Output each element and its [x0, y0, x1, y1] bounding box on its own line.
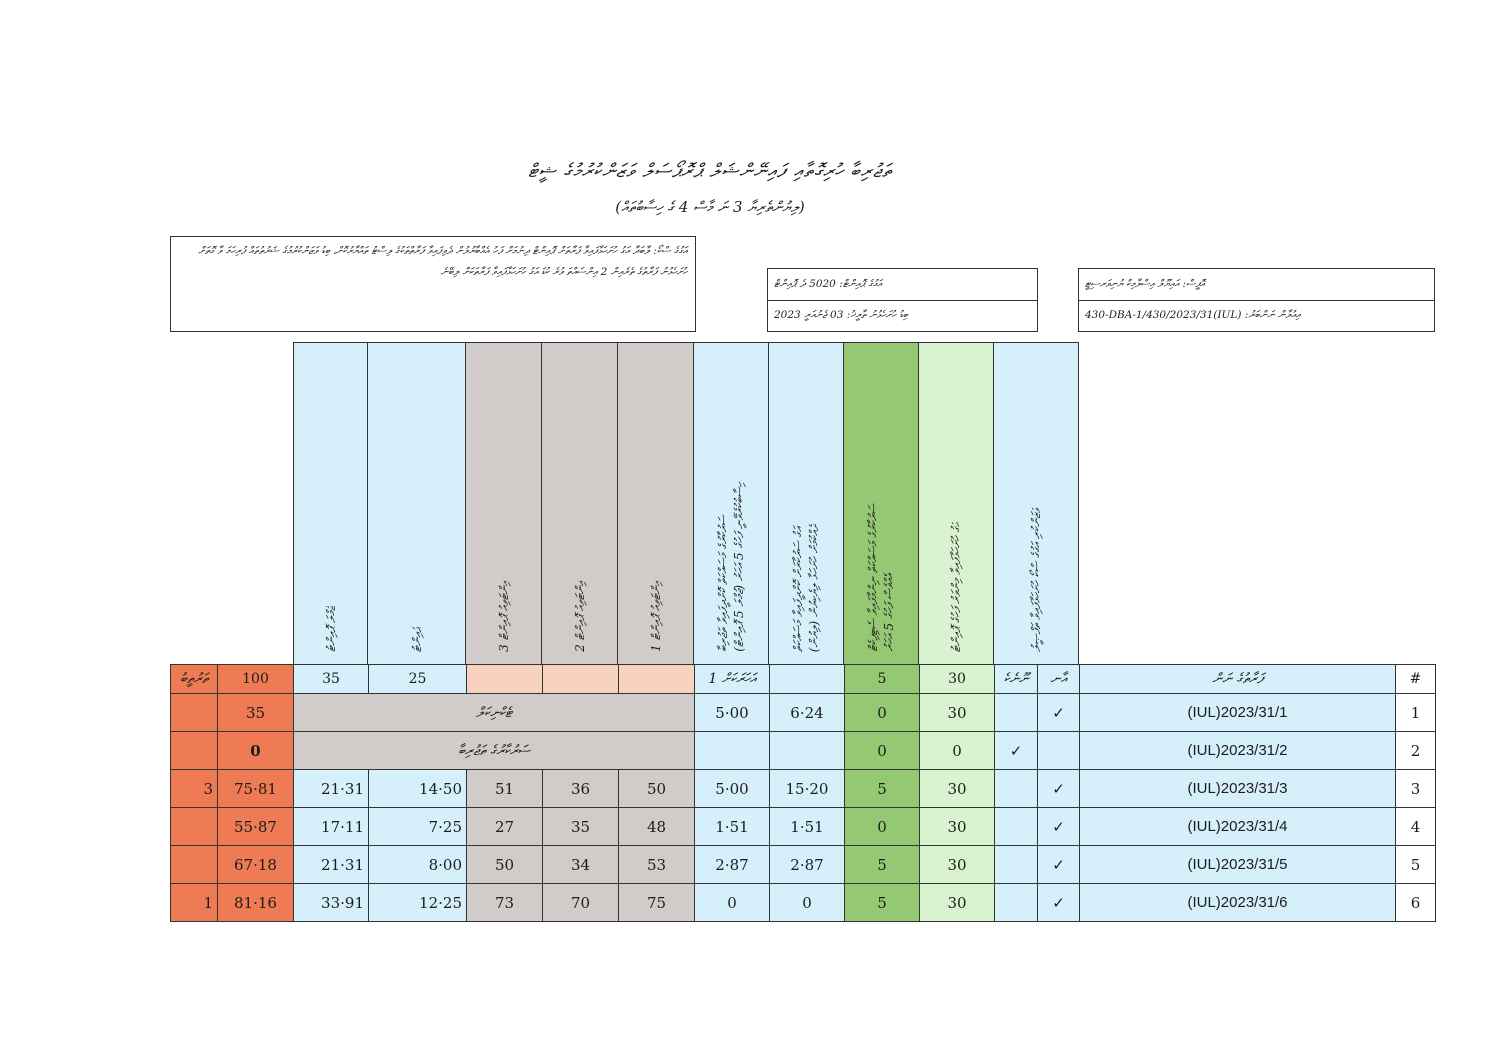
cell-c25: 8·00 [369, 846, 467, 884]
cell-exp: 0 [695, 884, 770, 922]
subheader-bidder: ފަރާތުގެ ނަން [1080, 665, 1396, 694]
header-sc5-label: ސަރުކާރުގެ މަސައްކަތް ނިންމާފައިވާ ސެޓިފިކެޓް އެއްވެސް ފަހުގެ 5 އަހަރު [866, 504, 896, 652]
check-yes-icon: ✓ [1038, 808, 1080, 846]
header-c35 [293, 342, 368, 664]
table-row [171, 846, 1436, 884]
subheader-rank: ތަރުތީބު [171, 665, 218, 694]
cell-bidder: (IUL)2023/31/3 [1080, 770, 1396, 808]
cell-price: 2·87 [770, 846, 845, 884]
cell-exp: 2·87 [695, 846, 770, 884]
cell-i1: 53 [619, 846, 695, 884]
cell-num: 4 [1396, 808, 1436, 846]
cell-sc5: 0 [845, 732, 920, 770]
table-subheader-row [171, 665, 1436, 694]
cell-i3: 73 [467, 884, 543, 922]
cell-sc30: 0 [920, 732, 995, 770]
subheader-no: ނޫނެކެ [995, 665, 1038, 694]
cell-exp: 1·51 [695, 808, 770, 846]
cell-sc5: 5 [845, 884, 920, 922]
check-no-icon [995, 846, 1038, 884]
cell-price: 0 [770, 884, 845, 922]
cell-num: 5 [1396, 846, 1436, 884]
header-price [769, 342, 844, 664]
cell-i3: 27 [467, 808, 543, 846]
cell-total: 0 [218, 732, 294, 770]
cell-bidder: (IUL)2023/31/2 [1080, 732, 1396, 770]
cell-i2: 70 [543, 884, 619, 922]
header-i1-label: އިންޓަވިއު ޕޮއިންޓް 1 [648, 581, 663, 652]
cell-c35: 21·31 [294, 846, 369, 884]
table-row [171, 808, 1436, 846]
subheader-exp: އަހަރަކަށް 1 [695, 665, 770, 694]
table-row [171, 770, 1436, 808]
cell-sc5: 5 [845, 770, 920, 808]
table-row [171, 884, 1436, 922]
header-exp-label: ސަރުކާރުގެ މަސައްކަތް ކޮށްދީފައިވާ ތަޖުރިބާ ހިސާބުކުރެވޭނީ ފަހުގެ 5 އަހަރު (ޖުމްލަ 5 ޕޮއިންޓް) [716, 482, 746, 652]
office-info-line-1: އޮފީސް: އައިޔޫލް އިސްލާމިކް ޔުނިވަރސިޓީ [1085, 277, 1205, 290]
header-no [994, 342, 1079, 664]
subheader-c25: 25 [369, 665, 467, 694]
cell-sc5: 0 [845, 808, 920, 846]
cell-i1: 48 [619, 808, 695, 846]
cell-sc30: 30 [920, 846, 995, 884]
cell-exp [695, 732, 770, 770]
subheader-sc30: 30 [920, 665, 995, 694]
cell-i2: 35 [543, 808, 619, 846]
check-no-icon [995, 694, 1038, 732]
cell-price [770, 732, 845, 770]
header-exp [694, 342, 769, 664]
cell-bidder: (IUL)2023/31/5 [1080, 846, 1396, 884]
subheader-i1 [619, 665, 695, 694]
header-i1 [618, 342, 694, 664]
cell-i2: 34 [543, 846, 619, 884]
cell-i1: 75 [619, 884, 695, 922]
cell-sc30: 30 [920, 808, 995, 846]
cell-c35: 33·91 [294, 884, 369, 922]
check-yes-icon: ✓ [1038, 770, 1080, 808]
header-c25-label: ޕޮއިންޓު [409, 626, 424, 652]
cell-i2: 36 [543, 770, 619, 808]
cell-num: 6 [1396, 884, 1436, 922]
cell-sc30: 30 [920, 770, 995, 808]
cell-bidder: (IUL)2023/31/4 [1080, 808, 1396, 846]
cell-i3: 51 [467, 770, 543, 808]
page-subtitle: (ލިޔުންތެރިޔާ 3 ނަ މާސް 4 ގެ ހިސާބުތައް) [615, 198, 805, 216]
check-yes-icon: ✓ [1038, 846, 1080, 884]
header-c35-label: ޖުމްލަ ޕޮއިންޓު [323, 605, 338, 652]
cell-num: 1 [1396, 694, 1436, 732]
header-i3 [466, 342, 542, 664]
cell-bidder: (IUL)2023/31/1 [1080, 694, 1396, 732]
row-status-label: ޓެކްނިކަލް [294, 694, 695, 732]
cell-c35: 17·11 [294, 808, 369, 846]
cell-exp: 5·00 [695, 694, 770, 732]
cell-num: 2 [1396, 732, 1436, 770]
header-i3-label: އިންޓަވިއު ޕޮއިންޓް 3 [496, 581, 511, 652]
office-info-box [1078, 268, 1435, 332]
header-sc30-label: އަގު ހުށަހަޅާފައިވާ މިންވަރު ފަހުގެ ޕޮއިންޓު [949, 521, 963, 652]
cell-price: 15·20 [770, 770, 845, 808]
check-no-icon: ✓ [995, 732, 1038, 770]
subheader-num: # [1396, 665, 1436, 694]
subheader-i3 [467, 665, 543, 694]
cell-c25: 12·25 [369, 884, 467, 922]
subheader-c35: 35 [294, 665, 369, 694]
header-c25 [368, 342, 466, 664]
note-box: އަގުގެ ސްކޯ: ލާބަދާ އަގު ހުށަހަޅާފައިވާ ފަރާތަށް ޕޮއިންޓް ދިނުމަށް ފަހު އެއްބާރުލުން ދެވިފައިވާ ފަރާތްތަކުގެ ލިސްޓު ތައްޔާރުކޮށް، ބިޑު ވަޒަންކުރުމުގެ ޝަރުތުތައް ފުރިހަމަ ވާ ގޮތަށް ހުށަހެޅުނު ފަރާތުގެ ތެރެއިން 2 އިންސައްތަ ވުރެ ކުޑަ އަގު ހުށަހަޅާފައިވާ ފަރާތަކަށް ލިބޭނެ [170, 236, 696, 332]
office-info-line-2: އިއުލާން ނަންބަރު: (IUL)430-DBA-1/430/2023/31 [1079, 300, 1434, 332]
cell-num: 3 [1396, 770, 1436, 808]
check-yes-icon [1038, 732, 1080, 770]
cell-total: 81·16 [218, 884, 294, 922]
evaluation-table [170, 664, 1436, 922]
subheader-yes: އާނ [1038, 665, 1080, 694]
cell-sc5: 5 [845, 846, 920, 884]
cell-i1: 50 [619, 770, 695, 808]
cell-c25: 7·25 [369, 808, 467, 846]
subheader-total: 100 [218, 665, 294, 694]
header-sc30 [919, 342, 994, 664]
cell-sc30: 30 [920, 884, 995, 922]
program-info-box [767, 268, 1038, 332]
cell-total: 75·81 [218, 770, 294, 808]
cell-rank [171, 732, 218, 770]
check-no-icon [995, 808, 1038, 846]
cell-i3: 50 [467, 846, 543, 884]
subheader-i2 [543, 665, 619, 694]
cell-price: 6·24 [770, 694, 845, 732]
cell-rank [171, 694, 218, 732]
header-price-label: އަގު ސަރުކާރަށް ކޮށްދީފައިވާ މަސައްކަތް ދެއްކުމަށް ހުށަހަޅާ ލިޔެކިޔުން (ލިޔުން) [791, 523, 821, 652]
check-yes-icon: ✓ [1038, 694, 1080, 732]
cell-c25: 14·50 [369, 770, 467, 808]
header-sc5 [844, 342, 919, 664]
header-i2-label: އިންޓަވިއު ޕޮއިންޓް 2 [572, 581, 587, 652]
cell-total: 35 [218, 694, 294, 732]
cell-sc30: 30 [920, 694, 995, 732]
cell-rank [171, 846, 218, 884]
table-row [171, 732, 1436, 770]
page-title: ތަޖުރިބާ ހުރިގޮތާއި ފައިނޭންޝަލް ޕްރޮޕޯސަލް ވަޒަންކުރުމުގެ ޝީޓް [528, 160, 892, 182]
row-status-label: ސަރުކާރުގެ ތަޖުރިބާ [294, 732, 695, 770]
program-info-line-1: އަގުގެ ޕޮއިންޓް: 5020 ދެ ޕޮއިންޓް [774, 277, 882, 290]
program-info-line-2: ބިޑު ހުށަހެޅުނު ތާރީޚު: 03 ޖެނުއަރީ 2023 [768, 300, 1037, 332]
cell-rank: 3 [171, 770, 218, 808]
header-no-label: ވަޒަންކުރި އަގުގެ ސްކޯ ހުށަހަޅާފައިވާ ތަފްޞީލު [1029, 508, 1043, 652]
subheader-sc5: 5 [845, 665, 920, 694]
cell-price: 1·51 [770, 808, 845, 846]
cell-c35: 21·31 [294, 770, 369, 808]
check-no-icon [995, 770, 1038, 808]
cell-total: 55·87 [218, 808, 294, 846]
cell-exp: 5·00 [695, 770, 770, 808]
cell-total: 67·18 [218, 846, 294, 884]
subheader-price [770, 665, 845, 694]
cell-bidder: (IUL)2023/31/6 [1080, 884, 1396, 922]
table-row [171, 694, 1436, 732]
cell-sc5: 0 [845, 694, 920, 732]
cell-rank [171, 808, 218, 846]
check-yes-icon: ✓ [1038, 884, 1080, 922]
cell-rank: 1 [171, 884, 218, 922]
header-i2 [542, 342, 618, 664]
check-no-icon [995, 884, 1038, 922]
